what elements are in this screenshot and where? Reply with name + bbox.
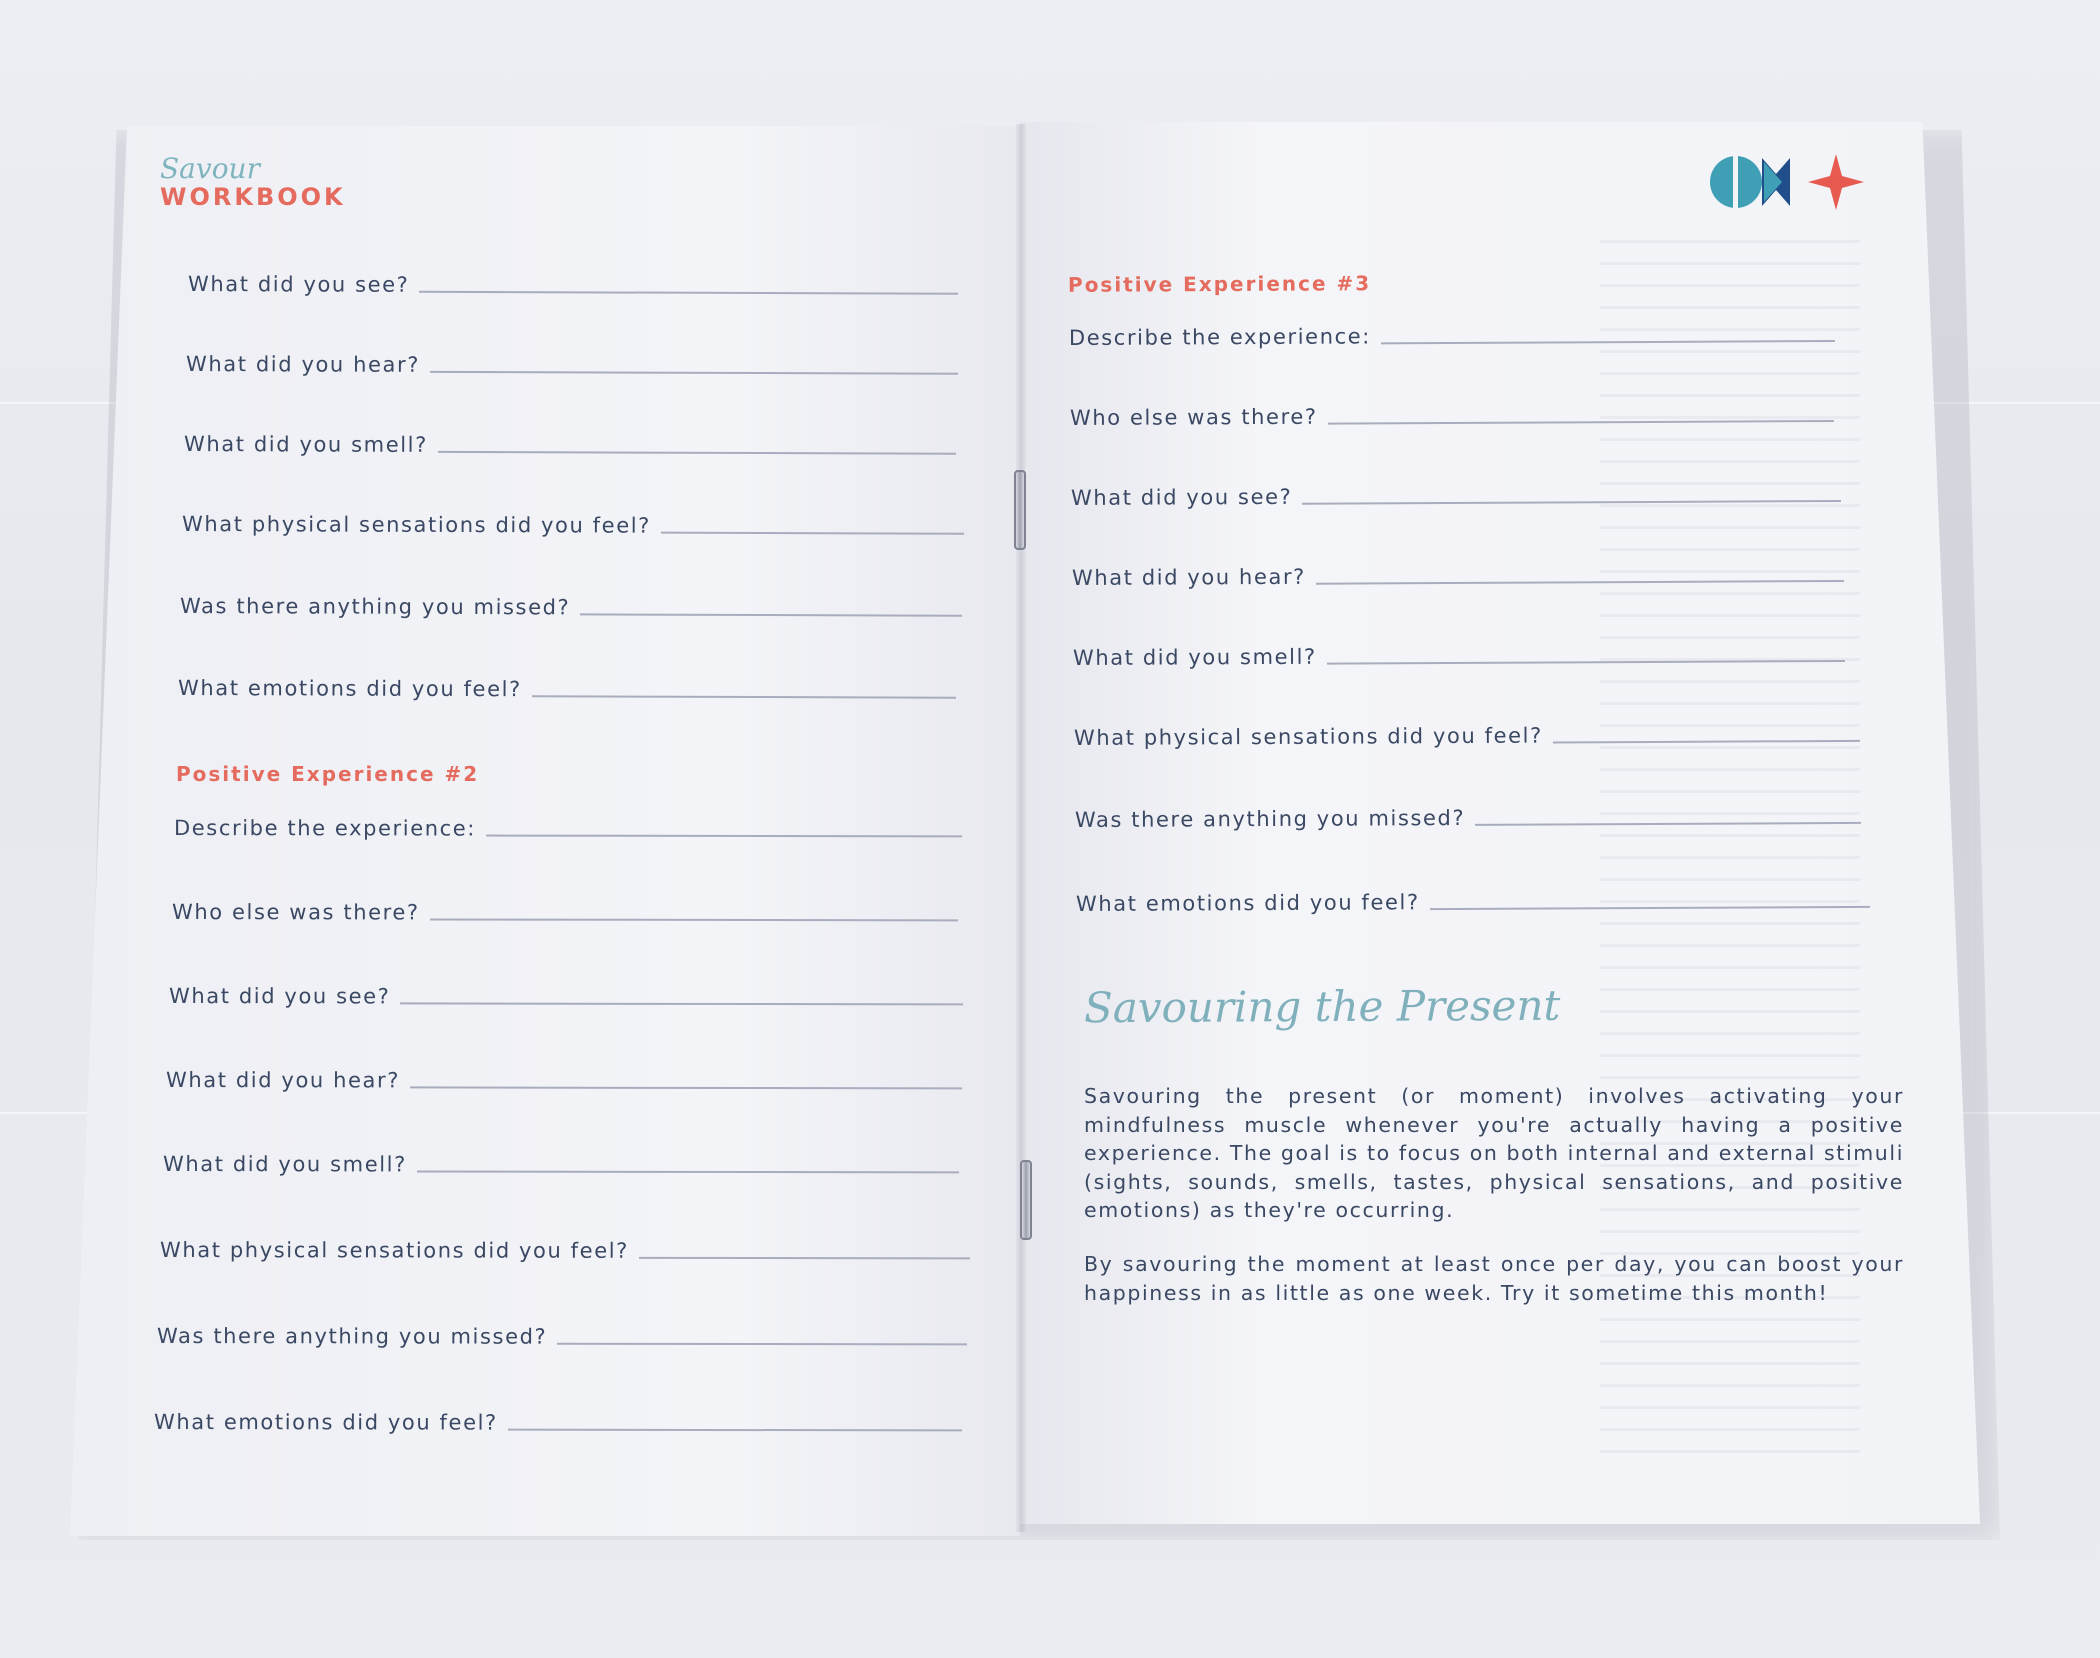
answer-line[interactable] [661, 532, 964, 535]
answer-line[interactable] [1327, 660, 1845, 665]
brand-caps-text: WORKBOOK [160, 183, 346, 211]
brand-shapes-logo-icon [1708, 152, 1870, 212]
question-row [1074, 722, 1860, 750]
answer-line[interactable] [438, 451, 956, 455]
question-row [1076, 888, 1870, 916]
answer-line[interactable] [1430, 906, 1870, 910]
question-row [1072, 562, 1844, 590]
question-row [1071, 482, 1841, 510]
question-label: What did you see? [1070, 484, 1293, 510]
question-row [1073, 642, 1845, 670]
answer-line[interactable] [430, 371, 958, 375]
question-label: Who else was there? [172, 900, 420, 925]
question-label: What physical sensations did you feel? [1073, 723, 1543, 750]
question-label: Describe the experience: [174, 816, 477, 841]
question-label: Was there anything you missed? [157, 1324, 548, 1349]
question-label: What did you see? [169, 984, 391, 1009]
question-label: What did you smell? [1072, 644, 1317, 670]
question-label: Describe the experience: [1068, 324, 1371, 350]
question-label: What did you hear? [1071, 564, 1306, 590]
section-heading-experience-3: Positive Experience #3 [1067, 271, 1372, 297]
question-row [1069, 322, 1835, 350]
question-label: What did you smell? [184, 432, 428, 457]
question-row [160, 1238, 970, 1263]
question-label: Was there anything you missed? [1074, 805, 1466, 832]
question-label: What did you hear? [186, 352, 421, 377]
body-paragraph-1: Savouring the present (or moment) involves activating your mindfulness muscle whenever you're actually having a positive experience. The goal is to focus on both internal and external stimuli (sights, sounds, smells, tastes, physical sensations, and positive emotions) as they're occurring. [1084, 1084, 1904, 1222]
answer-line[interactable] [400, 1002, 963, 1005]
answer-line[interactable] [1302, 500, 1841, 505]
brand-script-text: Savour [160, 152, 260, 185]
question-row [184, 432, 956, 459]
question-label: What did you see? [188, 272, 410, 297]
question-label: What physical sensations did you feel? [182, 512, 651, 538]
answer-line[interactable] [430, 918, 958, 921]
question-label: What did you hear? [166, 1068, 401, 1093]
answer-line[interactable] [1316, 580, 1844, 585]
question-label: Who else was there? [1069, 404, 1318, 430]
body-paragraph-2: By savouring the moment at least once per day, you can boost your happiness in as little as one week. Try it sometime this month! [1084, 1252, 1904, 1305]
answer-line[interactable] [486, 835, 962, 838]
question-row [172, 900, 958, 925]
brand-wordmark [160, 154, 346, 210]
answer-line[interactable] [532, 695, 956, 698]
question-row [180, 594, 962, 621]
answer-line[interactable] [580, 613, 962, 616]
answer-line[interactable] [1553, 740, 1860, 744]
answer-line[interactable] [1475, 822, 1861, 826]
question-label: What emotions did you feel? [154, 1410, 498, 1435]
staple-bottom [1020, 1160, 1032, 1240]
savouring-present-title: Savouring the Present [1083, 980, 1561, 1033]
question-row [174, 816, 962, 841]
question-row [182, 512, 964, 539]
question-row [157, 1324, 967, 1349]
question-row [166, 1068, 962, 1093]
section-heading-experience-2: Positive Experience #2 [176, 762, 480, 786]
question-row [1075, 804, 1861, 832]
question-label: What emotions did you feel? [178, 676, 522, 702]
question-row [169, 984, 963, 1009]
question-row [163, 1152, 959, 1177]
question-label: What did you smell? [163, 1152, 407, 1177]
answer-line[interactable] [557, 1343, 967, 1346]
answer-line[interactable] [1328, 420, 1834, 425]
answer-line[interactable] [639, 1257, 970, 1260]
question-label: What physical sensations did you feel? [160, 1238, 629, 1263]
question-row [188, 272, 958, 299]
question-label: Was there anything you missed? [180, 594, 571, 620]
question-label: What emotions did you feel? [1075, 890, 1420, 916]
question-row [186, 352, 958, 379]
answer-line[interactable] [410, 1086, 962, 1089]
answer-line[interactable] [419, 291, 958, 295]
answer-line[interactable] [508, 1429, 962, 1432]
booklet-spine [1016, 124, 1026, 1532]
answer-line[interactable] [417, 1170, 959, 1173]
staple-top [1014, 470, 1026, 550]
question-row [154, 1410, 962, 1435]
question-row [178, 676, 956, 703]
question-row [1070, 402, 1834, 430]
answer-line[interactable] [1381, 340, 1835, 344]
